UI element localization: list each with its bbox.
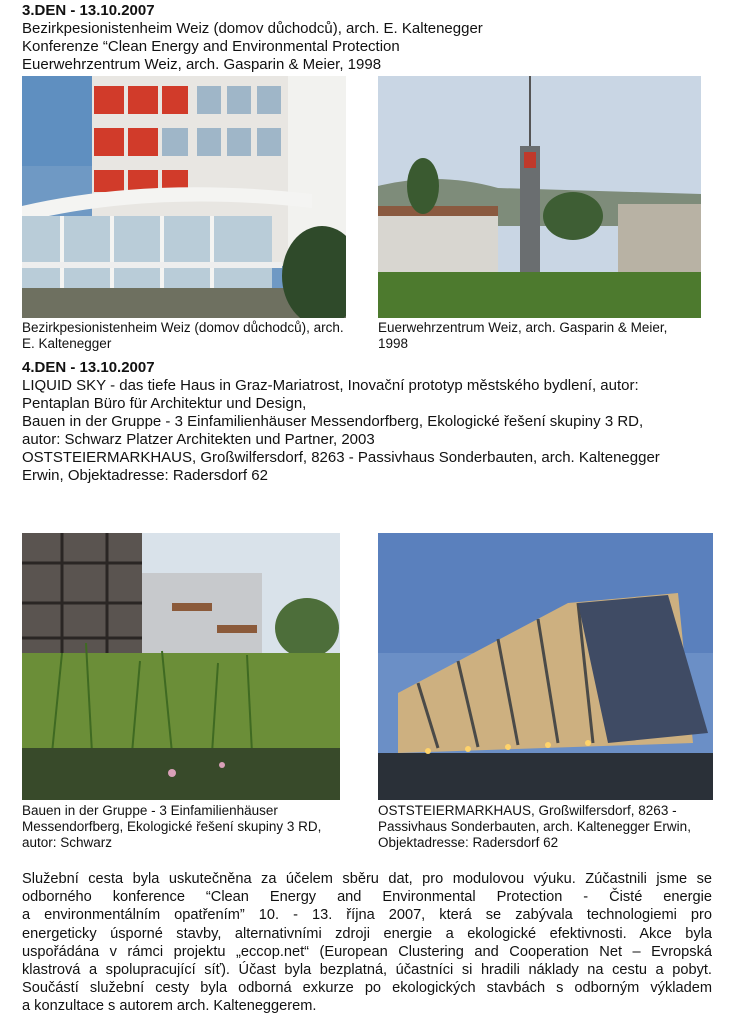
paragraph-line: Služební cesta byla uskutečněna za účelem sběru dat, pro modulovou výuku. Zúčastnili jsme se — [22, 871, 712, 887]
caption-line: Bauen in der Gruppe - 3 Einfamilienhäuser — [22, 803, 278, 818]
day3-heading: 3.DEN - 13.10.2007 — [22, 2, 155, 19]
paragraph-line: energeticky úsporné stavby, alternativními zdroji energie a ekologické efektivnosti. Akce byla — [22, 925, 712, 942]
day4-line-3: Bauen in der Gruppe - 3 Einfamilienhäuser Messendorfberg, Ekologické řešení skupiny 3 RD, — [22, 413, 644, 430]
caption-line: E. Kaltenegger — [22, 336, 112, 351]
day3-line-2: Konferenze “Clean Energy and Environmental Protection — [22, 38, 400, 55]
paragraph-line: a konzultace s autorem arch. Kalteneggerem. — [22, 998, 317, 1015]
day3-line-3: Euerwehrzentrum Weiz, arch. Gasparin & Meier, 1998 — [22, 56, 382, 73]
paragraph-line: odborného konference “Clean Energy and Environmental Protection - Čisté energie — [22, 889, 712, 906]
caption-row-houses — [22, 803, 372, 851]
summary-paragraph — [22, 870, 712, 1016]
paragraph-line: Součástí služební cesty byla odborná exkurze po ekologických stavbách s odborným výkladem — [22, 980, 712, 997]
caption-oststeiermarkhaus — [378, 803, 718, 851]
day4-line-2: Pentaplan Büro für Architektur und Design, — [22, 395, 307, 412]
caption-retirement-home — [22, 320, 372, 352]
caption-line: OSTSTEIERMARKHAUS, Großwilfersdorf, 8263 - — [378, 803, 677, 818]
paragraph-line: a environmentálním opatřením” 10. - 13. října 2007, která se zabývala technologiemi pro — [22, 907, 712, 924]
paragraph-line: klastrová a spolupracující síť). Účast byla bezplatná, účastníci si hradili náklady na cestu a pobyt. — [22, 962, 712, 979]
day4-line-6: Erwin, Objektadresse: Radersdorf 62 — [22, 467, 268, 484]
day4-line-4: autor: Schwarz Platzer Architekten und Partner, 2003 — [22, 431, 375, 448]
paragraph-line: uspořádána v rámci projektu „eccop.net“ (European Clustering and Cooperation Net – Evropská — [22, 943, 712, 960]
caption-line: Passivhaus Sonderbauten, arch. Kaltenegger Erwin, — [378, 819, 691, 834]
day3-section-header — [22, 2, 712, 74]
caption-line: 1998 — [378, 336, 409, 351]
day3-line-1: Bezirkpesionistenheim Weiz (domov důchodců), arch. E. Kaltenegger — [22, 20, 483, 37]
photo-row-houses — [22, 533, 340, 800]
caption-fire-station — [378, 320, 708, 352]
photo-fire-station — [378, 76, 701, 318]
caption-line: Euerwehrzentrum Weiz, arch. Gasparin & Meier, — [378, 320, 668, 335]
day4-line-5: OSTSTEIERMARKHAUS, Großwilfersdorf, 8263 - Passivhaus Sonderbauten, arch. Kaltenegger — [22, 449, 660, 466]
caption-line: Objektadresse: Radersdorf 62 — [378, 835, 559, 850]
day4-section-header — [22, 359, 712, 485]
caption-line: autor: Schwarz — [22, 835, 113, 850]
photo-retirement-home — [22, 76, 346, 318]
photo-oststeiermarkhaus — [378, 533, 713, 800]
caption-line: Bezirkpesionistenheim Weiz (domov důchodců), arch. — [22, 320, 344, 335]
day4-heading: 4.DEN - 13.10.2007 — [22, 359, 155, 376]
day4-line-1: LIQUID SKY - das tiefe Haus in Graz-Mariatrost, Inovační prototyp městského bydlení, autor: — [22, 377, 639, 394]
caption-line: Messendorfberg, Ekologické řešení skupiny 3 RD, — [22, 819, 322, 834]
